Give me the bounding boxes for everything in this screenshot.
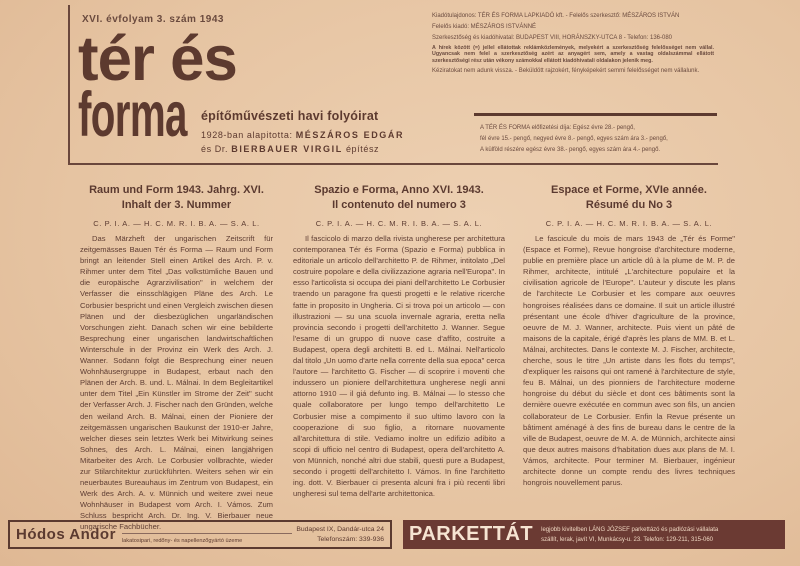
- founded-prefix: 1928-ban alapitotta:: [201, 130, 293, 140]
- ad-address: [296, 525, 384, 545]
- founder-1: MÉSZÁROS EDGÁR: [295, 130, 405, 140]
- founder-2: BIERBAUER VIRGIL: [231, 144, 343, 154]
- ad-address-line: Budapest IX, Dandár-utca 24: [296, 525, 384, 533]
- info-line: Felelős kiadó: MÉSZÁROS ISTVÁNNÉ: [432, 24, 537, 30]
- founder-2-title: építész: [345, 144, 380, 154]
- founded-and: és Dr.: [201, 144, 229, 154]
- column-body: Il fascicolo di marzo della rivista ungherese per architettura contemporanea Tér és Forma (Spazio e Forma) pubblica in editoriale un articolo dell'architetto P. de Rihmer, intitolato „Del costruire popolare e della civilizzazione agraria nell'Europa". In esso l'articolista si occupa dei piani dell'architetto Le Corbusier traendo un paragone fra questi progetti e le relative ricerche fatte in proposito in Ungheria. Ci si trova poi un articolo — con illustrazioni — su una scuola invernale agraria, eretta nella provincia secondo i progetti dell'architetto J. Wanner. Segue l'esame di un gruppo di nuove case d'affito, costruite a Budapest, opera degli architetti B. ed L. Málnai. Nell'articolo dal titolo „Un uomo d'arte nella corrente della sua epoca" cerca l'autore — l'architetto G. Fischer — di scoprire i moventi che indussero un pioniere dell'architettura ungherese negli anni attorno 1910 — il giá defunto ing. B. Málnai — lo stesso che quale collaboratore per lungo tempo dell'architetto Le Corbusier mise a compimento il suo ultimo lavoro con la cooperazione di suo figlio, a ritornare nuovamente all'architettura di stile. Vediamo inoltre un edifizio adibito a scopi di ufficio nel centro di Budapest, opera dell'architetto A. von Münnich, nonché altri due stabili, questi pure a Budapest, secondo i progetti dell'architetto I. Vámos. In fine l'architetto ing. dott. V. Bierbauer ci presenta alcuni fra i più recenti libri ungheresi sul tema dell'arte architettonica.: [293, 234, 505, 499]
- column-body: Das Märzheft der ungarischen Zeitscrift für zeitgemässes Bauen Tér és Forma — Raum und Form bringt an leitender Stell einen Artikel des Arch. P. v. Rihmer unter dem Titel „Das volkstümliche Bauen und die europäische Agrarzivilisation" in welchem der Verfasser die einsschlägigen Pläne des Arch. Le Corbusier bespricht und einen Vergleich zwischen diesen Plänen und der diesbezüglichen ungarländischen Vorschungen zieht. Danach schen wir eine bebilderte Besprechung einer ungarischen landwirtschaftlichen Winterschule in der Provinz ein Werk des Arch. J. Wanner. Sodann folgt die Besprechung einer neuen Wohnhäusergruppe in Budapest, erbaut nach den Plänen der Arch. B. und. L. Málnai. In dem Begleitartikel unter dem Titel „Ein Künstler im Strome der Zeit" sucht der Verfasser Arch. J. Fischer nach den Gründen, welche den weiland Arch. B. Málnai, einen der Pioniere der zeitgemässen ungarischen Baukunst der 1910-er Jahre, welcher dieses sein letztes Werk bei Mitwirkung seines Sohnes, des Arch. L. Málnai, einen langjährigen Mitarbeiter des Arch. Le Corbusier vollbrachte, wieder zur Stilarchitektur zurückführten. Weiters sehen wir ein neuerbautes Bureauhaus im Zentrum von Budapest, ein Werk des Arch. A. v. Münnich und weitere zwei neue Wohnhäuser in Budapest vom Arch. I. Vámos. Zum Schluss bespricht Arch. Dr. Ing. V. Bierbauer neue ungarische Fachbücher.: [80, 234, 273, 532]
- manuscripts-notice: Kéziratokat nem adunk vissza. - Beküldött rajzokért, fényképekért semmi felelősséget nem vállalunk.: [432, 67, 700, 74]
- magazine-subtitle: építőművészeti havi folyóirat: [201, 109, 379, 123]
- subscription-line: A TÉR ÉS FORMA előfizetési díja: Egész évre 28.- pengő,: [480, 125, 635, 131]
- title-line: Spazio e Forma, Anno XVI. 1943.: [314, 184, 484, 196]
- column-german: [80, 183, 273, 533]
- ad-description: lakatosipari, redőny- és napellenzőgyártó üzeme: [122, 533, 292, 544]
- credits: C. P. I. A. — H. C. M. R. I. B. A. — S. A. L.: [315, 219, 483, 228]
- ad-phone: Telefonszám: 339-936: [317, 535, 384, 543]
- credits: C. P. I. A. — H. C. M. R. I. B. A. — S. A. L.: [93, 219, 260, 228]
- subscription-info: [480, 123, 720, 156]
- info-line: Szerkesztőség és kiadóhivatal: BUDAPEST VIII, HORÁNSZKY-UTCA 8 - Telefon: 136-080: [432, 35, 672, 41]
- founders: [201, 128, 404, 156]
- title-line: Résumé du No 3: [585, 199, 673, 211]
- info-line: Kiadótulajdonos: TÉR ÉS FORMA LAPKIADÓ kft. - Felelős szerkesztő: MÉSZÁROS ISTVÁN: [432, 13, 680, 19]
- divider-rule: [474, 113, 717, 116]
- advertisement-hodos: [8, 520, 392, 549]
- column-title: [523, 183, 735, 213]
- masthead: [68, 5, 718, 165]
- column-title: [80, 183, 273, 213]
- ad-name: PARKETTÁT: [409, 523, 534, 545]
- title-line: Raum und Form 1943. Jahrg. XVI.: [89, 184, 264, 196]
- subscription-line: fél évre 15.- pengő, negyed évre 8.- pengő, egyes szám ára 3.- pengő,: [480, 136, 668, 142]
- credits: C. P. I. A. — H. C. M. R. I. B. A. — S. A. L.: [545, 219, 713, 228]
- ad-text: [541, 525, 718, 545]
- notice: A hírek között (=) jellel ellátottak reklámközlemények, melyekért a szerkesztőség felelősséget nem vállal. Ugyancsak nem felel a szerkesztőség azért az anyagért sem, amely a vastag oldalszámmal ellátott szerkesztőségi rész után vékony számokkal ellátott kiadóhivatali oldalakon jelenik meg.: [432, 45, 714, 64]
- logo-line-2: forma: [78, 80, 187, 150]
- title-line: Inhalt der 3. Nummer: [121, 199, 232, 211]
- advertisement-parketta: [403, 520, 785, 549]
- issue-number: XVI. évfolyam 3. szám 1943: [82, 14, 224, 25]
- ad-line: legjobb kivitelben LÁNG JÓZSEF parkettázó és padlózási vállalata: [541, 526, 719, 533]
- column-title: [293, 183, 505, 213]
- title-line: Il contenuto del numero 3: [332, 199, 466, 211]
- title-line: Espace et Forme, XVIe année.: [551, 184, 707, 196]
- logo-line-1: tér és: [78, 24, 237, 94]
- column-italian: [293, 183, 505, 499]
- publisher-info: [432, 12, 714, 78]
- column-body: Le fascicule du mois de mars 1943 de „Tér és Forme" (Espace et Forme), Revue hongroise d'architecture moderne, publie en première place un article dû à la plume de M. P. de Rihmer, architecte, intitulé „L'architecture populaire et la civilisation agricole de l'Europe". L'auteur y discute les plans de l'architecte Le Corbusier et les compare aux oeuvres hongroises réalisées dans ce domaine. Il suit un article illustré présentant une école d'hiver d'agriculture de la province, oeuvre de M. J. Wanner, architecte. Puis vient un pâté de maisons de la capitale, érigé d'après les plans de MM. B. et L. Málnai, architectes. Dans le contexte M. J. Fischer, architecte, cherche, sous le titre „Un artiste dans les flots du temps", d'expliquer les raisons qui ont ramené à l'architecture de style, feu B. Málnai, un des pionniers de l'architecture moderne hongroise du début du siècle et dont ces bâtiments sont la dernière ouevre exécutée en commun avec son fils, un ancien collaborateur de Le Corbusier. Enfin la Revue présente un bâtiment aménagé à des fins de bureau dans le centre de la ville de Budapest, oeuvre de M. A. de Münnich, architecte ainsi que deux autres maisons d'habitation dues aux plans de M. I. Vámos, architecte. Pour terminer M. Bierbauer, ingénieur architecte donne un compte rendu des livres techniques hongrois nouvellement parus.: [523, 234, 735, 488]
- subscription-line: A külföld részére egész évre 38.- pengő, egyes szám ára 4.- pengő.: [480, 147, 661, 153]
- ad-name: Hódos Andor: [16, 526, 116, 543]
- column-french: [523, 183, 735, 488]
- ad-line: szállít, lerak, javít VI, Munkácsy-u. 23. Telefon: 129-211, 315-060: [541, 536, 713, 543]
